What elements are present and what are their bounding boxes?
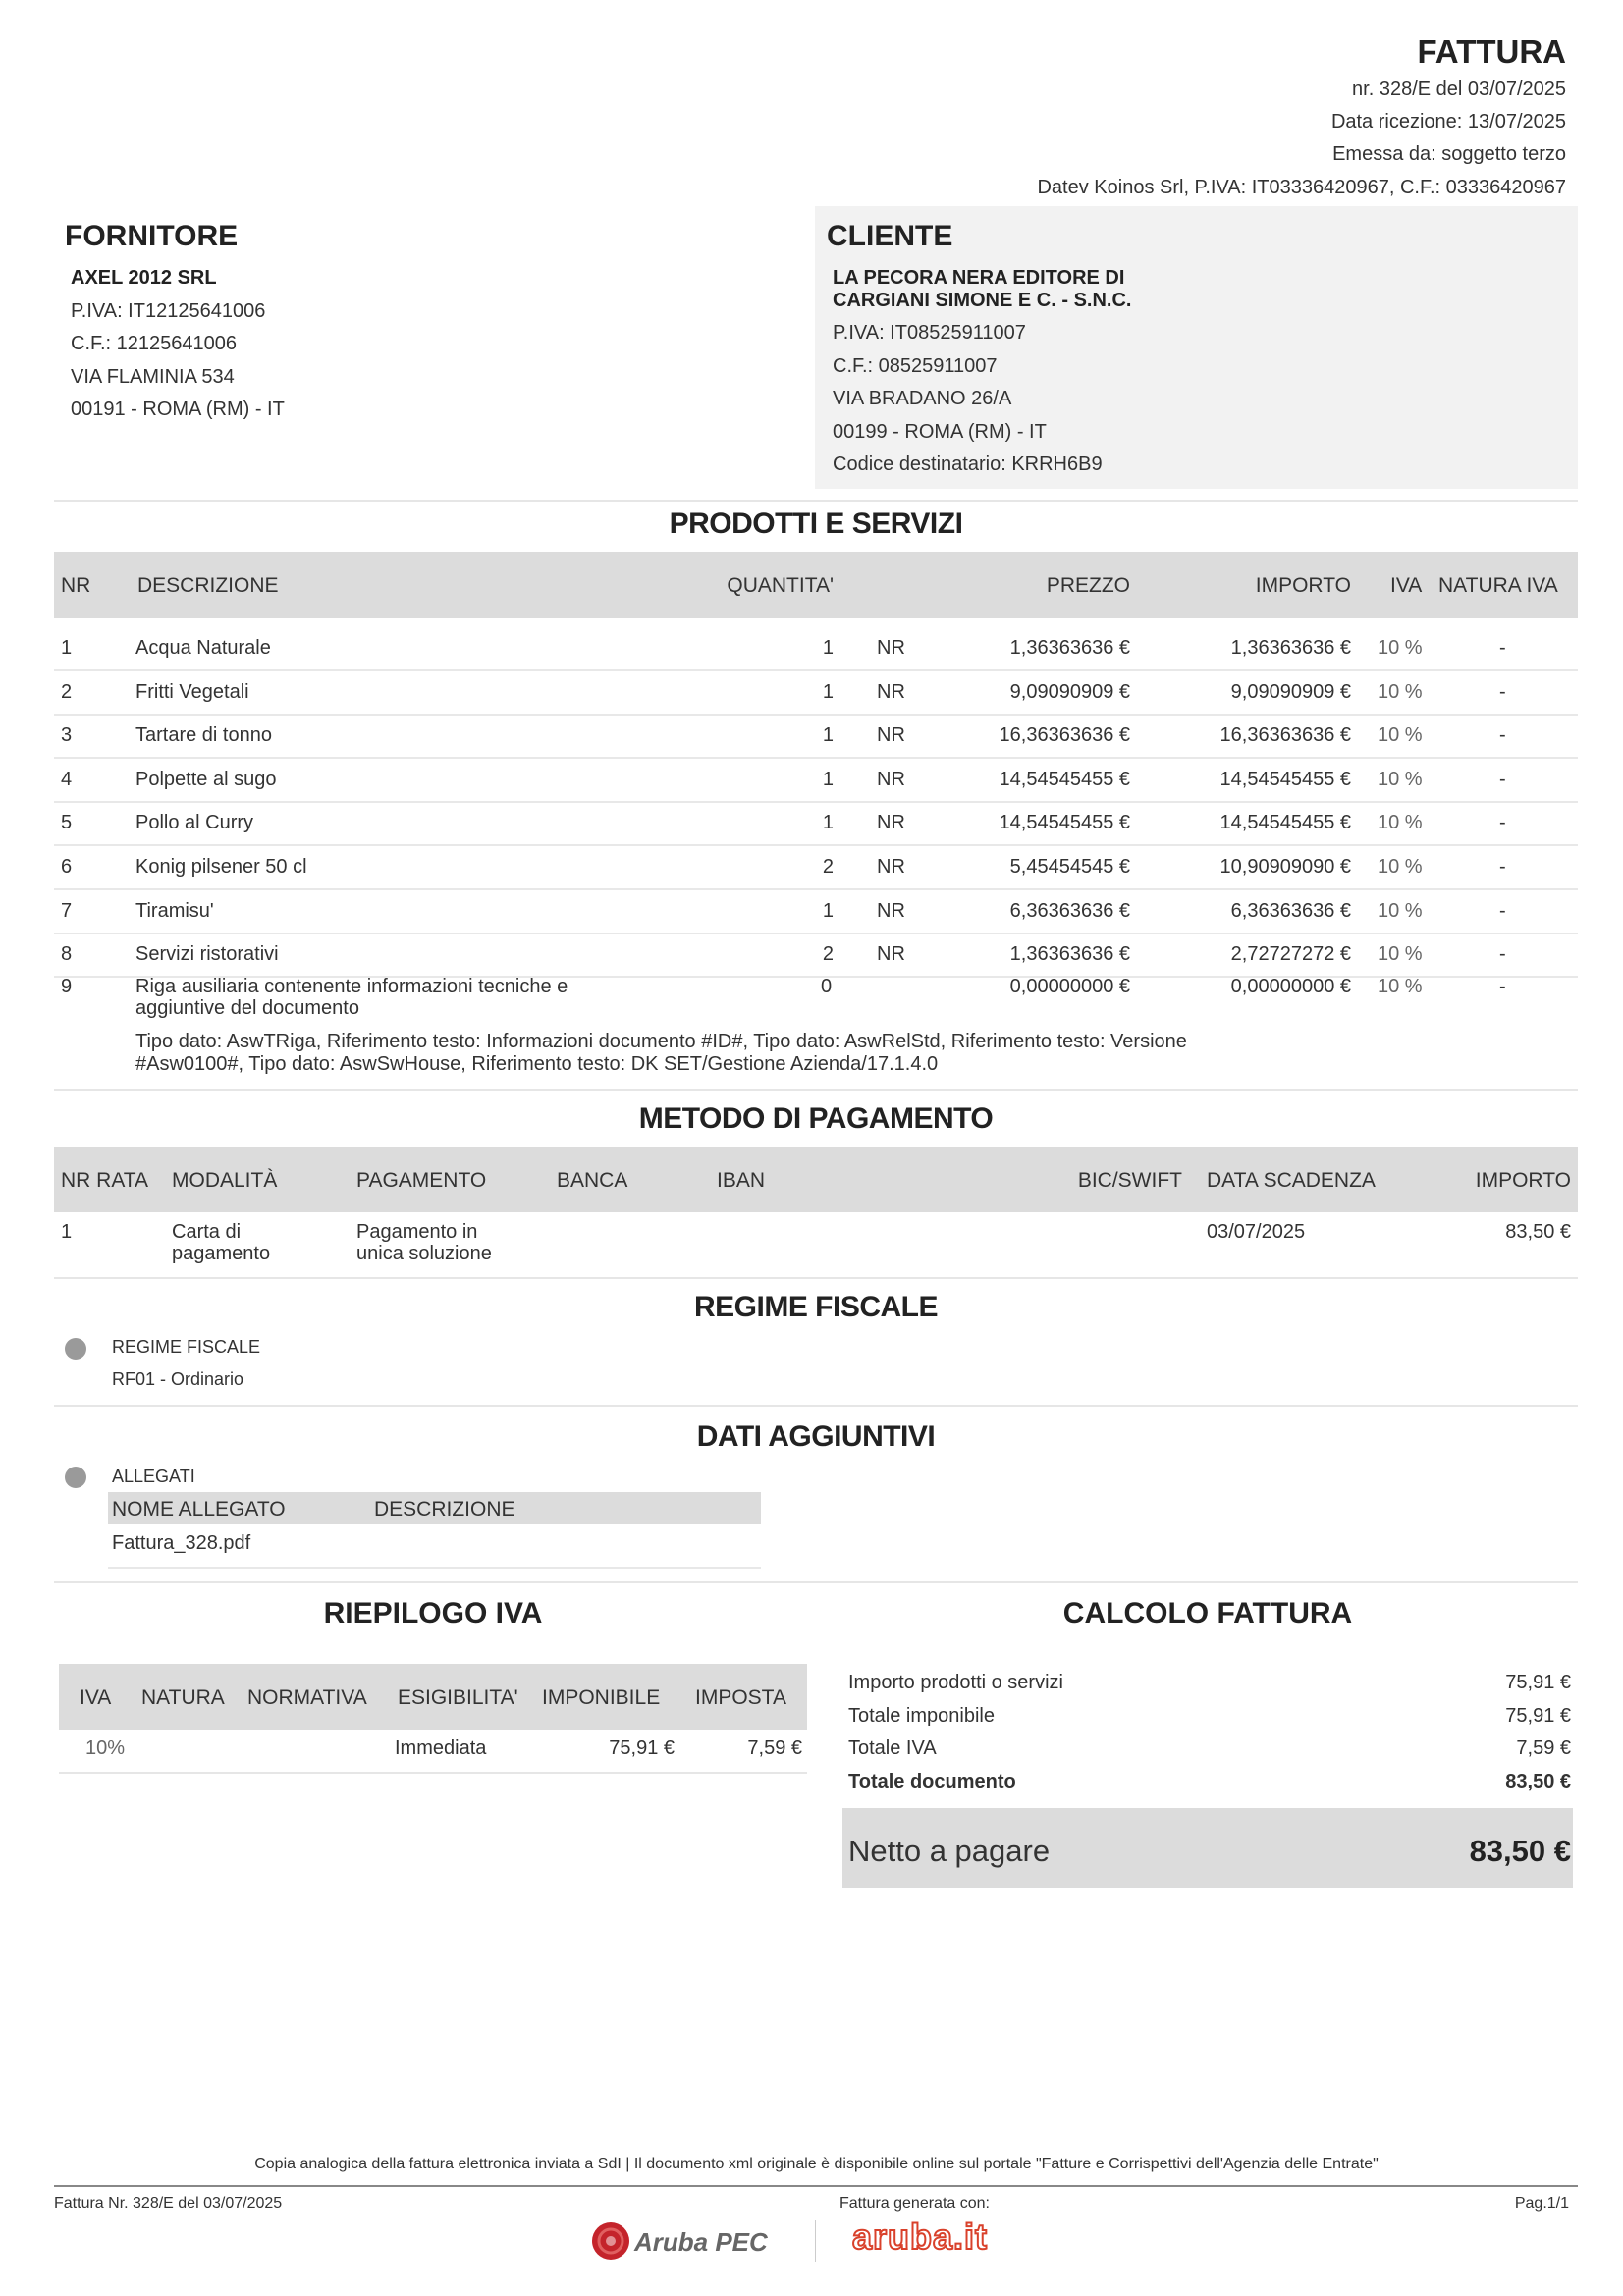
col-vat-esigibilita: ESIGIBILITA' xyxy=(398,1686,518,1709)
row-unit: NR xyxy=(877,856,905,878)
row-natura: - xyxy=(1499,769,1506,790)
row-iva: 10 % xyxy=(1378,769,1423,790)
footer-invoice: Fattura Nr. 328/E del 03/07/2025 xyxy=(54,2195,283,2212)
col-vat-imposta: IMPOSTA xyxy=(695,1686,786,1709)
row-amount: 6,36363636 € xyxy=(1230,900,1351,922)
divider xyxy=(54,500,1578,502)
aruba-pec-logo xyxy=(589,2220,785,2262)
aux-note-line2: #Asw0100#, Tipo dato: AswSwHouse, Riferimento testo: DK SET/Gestione Azienda/17.1.4.0 xyxy=(135,1053,939,1075)
client-piva: P.IVA: IT08525911007 xyxy=(833,322,1026,344)
aux-iva: 10 % xyxy=(1378,976,1423,997)
row-divider xyxy=(54,844,1578,846)
row-quantity: 1 xyxy=(822,769,834,790)
col-nome-allegato: NOME ALLEGATO xyxy=(112,1498,286,1521)
client-cf: C.F.: 08525911007 xyxy=(833,355,998,377)
payment-nr: 1 xyxy=(61,1221,73,1243)
calc-value: 83,50 € xyxy=(1505,1770,1571,1792)
svg-text:Aruba PEC: Aruba PEC xyxy=(634,2227,768,2257)
row-divider xyxy=(54,888,1578,890)
payment-type-2: unica soluzione xyxy=(356,1243,492,1264)
row-divider xyxy=(54,757,1578,759)
footer-page: Pag.1/1 xyxy=(1514,2195,1569,2212)
row-price: 1,36363636 € xyxy=(1009,637,1130,659)
bullet-icon xyxy=(65,1338,86,1360)
third-party: Datev Koinos Srl, P.IVA: IT03336420967, C.F.: 03336420967 xyxy=(1037,177,1566,198)
products-title: PRODOTTI E SERVIZI xyxy=(669,507,963,540)
row-price: 1,36363636 € xyxy=(1009,943,1130,965)
row-nr: 3 xyxy=(61,724,73,746)
row-iva: 10 % xyxy=(1378,856,1423,878)
vat-esigibilita: Immediata xyxy=(395,1737,487,1759)
regime-label: REGIME FISCALE xyxy=(112,1337,261,1357)
col-vat-imponibile: IMPONIBILE xyxy=(542,1686,661,1709)
extra-title: DATI AGGIUNTIVI xyxy=(696,1420,936,1453)
client-city: 00199 - ROMA (RM) - IT xyxy=(833,421,1047,443)
row-nr: 1 xyxy=(61,637,73,659)
col-iva: IVA xyxy=(1390,574,1423,597)
row-quantity: 1 xyxy=(822,812,834,833)
row-description: Fritti Vegetali xyxy=(135,681,249,703)
row-iva: 10 % xyxy=(1378,943,1423,965)
row-nr: 6 xyxy=(61,856,73,878)
net-label: Netto a pagare xyxy=(848,1834,1051,1868)
calc-label: Totale imponibile xyxy=(848,1704,995,1727)
row-nr: 5 xyxy=(61,812,73,833)
row-amount: 10,90909090 € xyxy=(1219,856,1351,878)
row-amount: 1,36363636 € xyxy=(1230,637,1351,659)
row-quantity: 2 xyxy=(822,856,834,878)
row-amount: 16,36363636 € xyxy=(1219,724,1351,746)
col-price: PREZZO xyxy=(1046,574,1130,597)
col-nr-rata: NR RATA xyxy=(61,1169,149,1192)
row-nr: 8 xyxy=(61,943,73,965)
divider xyxy=(54,1277,1578,1279)
col-vat-natura: NATURA xyxy=(141,1686,225,1709)
row-unit: NR xyxy=(877,812,905,833)
supplier-address: VIA FLAMINIA 534 xyxy=(71,366,235,388)
row-natura: - xyxy=(1499,681,1506,703)
divider xyxy=(54,1405,1578,1407)
aux-amount: 0,00000000 € xyxy=(1230,976,1351,997)
row-unit: NR xyxy=(877,637,905,659)
calc-label: Totale IVA xyxy=(848,1737,937,1759)
payment-mode-2: pagamento xyxy=(172,1243,271,1264)
row-nr: 2 xyxy=(61,681,73,703)
row-natura: - xyxy=(1499,900,1506,922)
aux-desc-line2: aggiuntive del documento xyxy=(135,997,359,1019)
row-quantity: 1 xyxy=(822,681,834,703)
row-amount: 14,54545455 € xyxy=(1219,769,1351,790)
row-price: 16,36363636 € xyxy=(999,724,1130,746)
divider xyxy=(54,1089,1578,1091)
row-iva: 10 % xyxy=(1378,900,1423,922)
col-bic: BIC/SWIFT xyxy=(1077,1169,1182,1192)
attachment-file[interactable]: Fattura_328.pdf xyxy=(112,1532,251,1554)
row-quantity: 1 xyxy=(822,637,834,659)
col-vat-iva: IVA xyxy=(80,1686,112,1709)
supplier-cf: C.F.: 12125641006 xyxy=(71,333,238,354)
row-description: Tartare di tonno xyxy=(135,724,272,746)
divider xyxy=(54,1581,1578,1583)
vat-imposta: 7,59 € xyxy=(747,1737,802,1759)
col-importo: IMPORTO xyxy=(1475,1169,1571,1192)
col-quantity: QUANTITA' xyxy=(727,574,834,597)
client-code: Codice destinatario: KRRH6B9 xyxy=(833,454,1103,475)
vat-imponibile: 75,91 € xyxy=(609,1737,675,1759)
col-natura-iva: NATURA IVA xyxy=(1438,574,1558,597)
row-amount: 9,09090909 € xyxy=(1230,681,1351,703)
supplier-name: AXEL 2012 SRL xyxy=(71,267,217,289)
regime-value: RF01 - Ordinario xyxy=(112,1369,244,1389)
row-unit: NR xyxy=(877,769,905,790)
row-quantity: 1 xyxy=(822,900,834,922)
col-banca: BANCA xyxy=(557,1169,628,1192)
row-price: 14,54545455 € xyxy=(999,812,1130,833)
col-amount: IMPORTO xyxy=(1255,574,1351,597)
issued-by: Emessa da: soggetto terzo xyxy=(1332,143,1566,165)
row-natura: - xyxy=(1499,856,1506,878)
row-natura: - xyxy=(1499,812,1506,833)
client-heading: CLIENTE xyxy=(827,220,953,252)
client-address: VIA BRADANO 26/A xyxy=(833,388,1012,409)
calc-value: 75,91 € xyxy=(1505,1704,1571,1727)
aux-price: 0,00000000 € xyxy=(1009,976,1130,997)
row-iva: 10 % xyxy=(1378,812,1423,833)
net-value: 83,50 € xyxy=(1469,1834,1571,1868)
payment-title: METODO DI PAGAMENTO xyxy=(638,1102,994,1135)
calc-label: Totale documento xyxy=(848,1770,1016,1792)
aux-note-line1: Tipo dato: AswTRiga, Riferimento testo: Informazioni documento #ID#, Tipo dato: AswRelStd, Riferimento testo: Versione xyxy=(135,1031,1187,1052)
row-iva: 10 % xyxy=(1378,724,1423,746)
row-unit: NR xyxy=(877,900,905,922)
invoice-title: FATTURA xyxy=(1417,33,1566,70)
row-unit: NR xyxy=(877,943,905,965)
calc-value: 75,91 € xyxy=(1505,1672,1571,1693)
bullet-icon xyxy=(65,1467,86,1488)
divider xyxy=(59,1772,807,1774)
aux-nr: 9 xyxy=(61,976,73,997)
row-divider xyxy=(54,714,1578,716)
footer-generated: Fattura generata con: xyxy=(839,2195,990,2212)
footer-divider xyxy=(54,2185,1578,2187)
received-date: Data ricezione: 13/07/2025 xyxy=(1330,111,1566,133)
invoice-number: nr. 328/E del 03/07/2025 xyxy=(1352,79,1566,100)
row-iva: 10 % xyxy=(1378,637,1423,659)
row-description: Tiramisu' xyxy=(135,900,214,922)
row-price: 14,54545455 € xyxy=(999,769,1130,790)
row-nr: 4 xyxy=(61,769,73,790)
row-description: Polpette al sugo xyxy=(135,769,277,790)
col-vat-normativa: NORMATIVA xyxy=(247,1686,367,1709)
calc-value: 7,59 € xyxy=(1516,1737,1571,1759)
row-quantity: 2 xyxy=(822,943,834,965)
calc-title: CALCOLO FATTURA xyxy=(1062,1597,1353,1629)
row-iva: 10 % xyxy=(1378,681,1423,703)
col-pagamento: PAGAMENTO xyxy=(356,1169,487,1192)
logo-divider xyxy=(815,2220,816,2262)
col-modalita: MODALITÀ xyxy=(172,1169,278,1192)
col-nr: NR xyxy=(61,574,91,597)
aruba-it-logo: aruba.it xyxy=(852,2216,989,2257)
row-amount: 2,72727272 € xyxy=(1230,943,1351,965)
row-description: Servizi ristorativi xyxy=(135,943,279,965)
payment-mode-1: Carta di xyxy=(172,1221,242,1243)
row-natura: - xyxy=(1499,637,1506,659)
row-divider xyxy=(54,669,1578,671)
vat-summary-title: RIEPILOGO IVA xyxy=(323,1597,543,1629)
row-divider xyxy=(54,933,1578,934)
col-data-scadenza: DATA SCADENZA xyxy=(1207,1169,1376,1192)
row-description: Pollo al Curry xyxy=(135,812,254,833)
row-unit: NR xyxy=(877,681,905,703)
payment-due: 03/07/2025 xyxy=(1207,1221,1306,1243)
col-descrizione-allegato: DESCRIZIONE xyxy=(374,1498,515,1521)
supplier-city: 00191 - ROMA (RM) - IT xyxy=(71,399,285,420)
attachments-label: ALLEGATI xyxy=(112,1467,195,1486)
row-description: Konig pilsener 50 cl xyxy=(135,856,307,878)
divider xyxy=(108,1567,761,1569)
row-price: 5,45454545 € xyxy=(1009,856,1130,878)
row-nr: 7 xyxy=(61,900,73,922)
row-natura: - xyxy=(1499,724,1506,746)
payment-amount: 83,50 € xyxy=(1505,1221,1571,1243)
footer-disclaimer: Copia analogica della fattura elettronica inviata a SdI | Il documento xml originale è disponibile online sul portale "Fatture e Corrispettivi dell'Agenzia delle Entrate" xyxy=(254,2156,1379,2172)
row-price: 6,36363636 € xyxy=(1009,900,1130,922)
payment-type-1: Pagamento in xyxy=(356,1221,478,1243)
row-divider xyxy=(54,801,1578,803)
row-quantity: 1 xyxy=(822,724,834,746)
aux-natura: - xyxy=(1499,976,1506,997)
client-name-line1: LA PECORA NERA EDITORE DI xyxy=(833,267,1125,289)
regime-title: REGIME FISCALE xyxy=(693,1291,938,1323)
client-name-line2: CARGIANI SIMONE E C. - S.N.C. xyxy=(833,290,1132,311)
aux-qty: 0 xyxy=(821,976,833,997)
calc-label: Importo prodotti o servizi xyxy=(848,1672,1063,1693)
col-description: DESCRIZIONE xyxy=(137,574,279,597)
vat-rate: 10% xyxy=(85,1737,126,1759)
row-description: Acqua Naturale xyxy=(135,637,271,659)
row-unit: NR xyxy=(877,724,905,746)
row-natura: - xyxy=(1499,943,1506,965)
aux-desc-line1: Riga ausiliaria contenente informazioni tecniche e xyxy=(135,976,568,997)
supplier-piva: P.IVA: IT12125641006 xyxy=(71,300,266,322)
row-price: 9,09090909 € xyxy=(1009,681,1130,703)
col-iban: IBAN xyxy=(717,1169,766,1192)
supplier-heading: FORNITORE xyxy=(65,220,239,252)
row-amount: 14,54545455 € xyxy=(1219,812,1351,833)
